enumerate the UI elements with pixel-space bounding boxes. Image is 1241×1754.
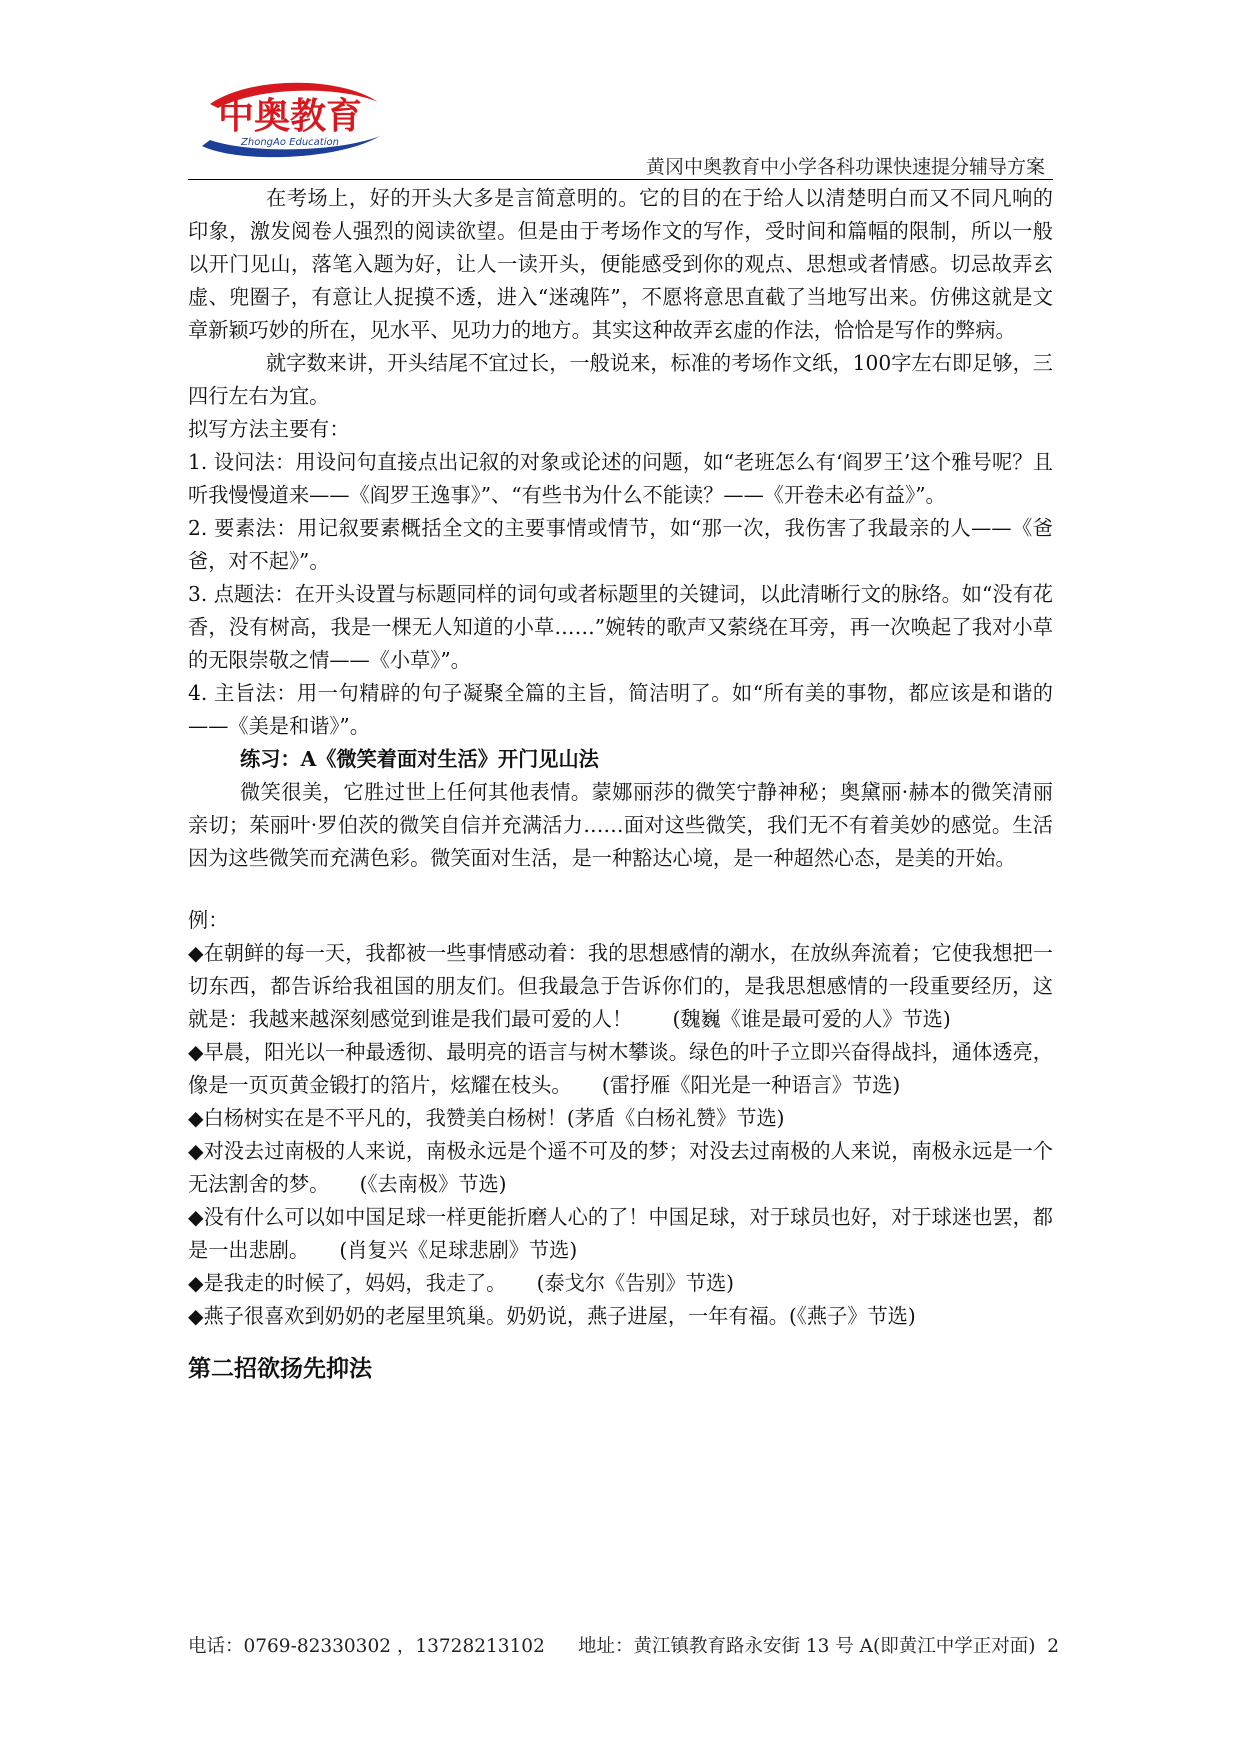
footer-address: 地址：黄江镇教育路永安街 13 号 A(即黄江中学正对面) <box>578 1636 1036 1657</box>
method-item: 3. 点题法：在开头设置与标题同样的词句或者标题里的关键词，以此清晰行文的脉络。如“没有花香，没有树高，我是一棵无人知道的小草……”婉转的歌声又萦绕在耳旁，再一次唤起了我对小草的无限崇敬之情——《小草》”。 <box>188 582 1053 672</box>
example-item: ◆在朝鲜的每一天，我都被一些事情感动着：我的思想感情的潮水，在放纵奔流着；它使我想把一切东西，都告诉给我祖国的朋友们。但我最急于告诉你们的，是我思想感情的一段重要经历，这就是：我越来越深刻感觉到谁是我们最可爱的人！ (魏巍《谁是最可爱的人》节选) <box>188 941 1053 1031</box>
header-title: 黄冈中奥教育中小学各科功课快速提分辅导方案 <box>645 156 1045 178</box>
section-heading: 第二招欲扬先抑法 <box>188 1355 372 1382</box>
example-item: ◆早晨，阳光以一种最透彻、最明亮的语言与树木攀谈。绿色的叶子立即兴奋得战抖，通体透亮，像是一页页黄金锻打的箔片，炫耀在枝头。 (雷抒雁《阳光是一种语言》节选) <box>188 1040 1053 1097</box>
logo-text: 中奥教育 <box>217 96 363 137</box>
intro-paragraph: 在考场上，好的开头大多是言简意明的。它的目的在于给人以清楚明白而又不同凡响的印象，激发阅卷人强烈的阅读欲望。但是由于考场作文的写作，受时间和篇幅的限制，所以一般以开门见山，落笔入题为好，让人一读开头，便能感受到你的观点、思想或者情感。切忌故弄玄虚、兜圈子，有意让人捉摸不透，进入“迷魂阵”，不愿将意思直截了当地写出来。仿佛这就是文章新颖巧妙的所在，见水平、见功力的地方。其实这种故弄玄虚的作法，恰恰是写作的弊病。 <box>188 186 1053 342</box>
method-item: 2. 要素法：用记叙要素概括全文的主要事情或情节，如“那一次，我伤害了我最亲的人——《爸爸，对不起》”。 <box>188 516 1053 573</box>
logo-subtext: ZhongAo Education <box>241 137 339 148</box>
example-item: ◆没有什么可以如中国足球一样更能折磨人心的了！中国足球，对于球员也好，对于球迷也罢，都是一出悲剧。 (肖复兴《足球悲剧》节选) <box>188 1205 1053 1262</box>
logo-graphic <box>190 78 390 158</box>
page-number: 2 <box>1047 1636 1060 1657</box>
example-item: ◆对没去过南极的人来说，南极永远是个遥不可及的梦；对没去过南极的人来说，南极永远是一个无法割舍的梦。 (《去南极》节选) <box>188 1139 1053 1196</box>
example-item: ◆白杨树实在是不平凡的，我赞美白杨树！(茅盾《白杨礼赞》节选) <box>188 1106 785 1130</box>
length-paragraph: 就字数来讲，开头结尾不宜过长，一般说来，标准的考场作文纸，100字左右即足够，三四行左右为宜。 <box>188 351 1053 408</box>
footer-phone: 电话：0769-82330302 ，13728213102 <box>188 1636 545 1657</box>
exercise-paragraph: 微笑很美，它胜过世上任何其他表情。蒙娜丽莎的微笑宁静神秘；奥黛丽·赫本的微笑清丽亲切；茱丽叶·罗伯茨的微笑自信并充满活力……面对这些微笑，我们无不有着美妙的感觉。生活因为这些微笑而充满色彩。微笑面对生活，是一种豁达心境，是一种超然心态，是美的开始。 <box>188 780 1053 870</box>
example-item: ◆是我走的时候了，妈妈，我走了。 (泰戈尔《告别》节选) <box>188 1271 735 1295</box>
header-divider <box>188 179 1053 180</box>
examples-label: 例： <box>188 908 229 932</box>
methods-intro: 拟写方法主要有： <box>188 417 350 441</box>
document-body <box>188 182 1053 1385</box>
method-item: 4. 主旨法：用一句精辟的句子凝聚全篇的主旨，简洁明了。如“所有美的事物，都应该是和谐的——《美是和谐》”。 <box>188 681 1053 738</box>
spacer <box>188 875 1053 904</box>
footer-address-line <box>578 1632 1059 1658</box>
method-item: 1. 设问法：用设问句直接点出记叙的对象或论述的问题，如“老班怎么有‘阎罗王’这个雅号呢？且听我慢慢道来——《阎罗王逸事》”、“有些书为什么不能读？——《开卷未必有益》”。 <box>188 450 1053 507</box>
example-item: ◆燕子很喜欢到奶奶的老屋里筑巢。奶奶说，燕子进屋，一年有福。(《燕子》节选) <box>188 1304 916 1328</box>
exercise-title: 练习：A《微笑着面对生活》开门见山法 <box>240 747 599 771</box>
zhongao-logo <box>190 78 390 158</box>
